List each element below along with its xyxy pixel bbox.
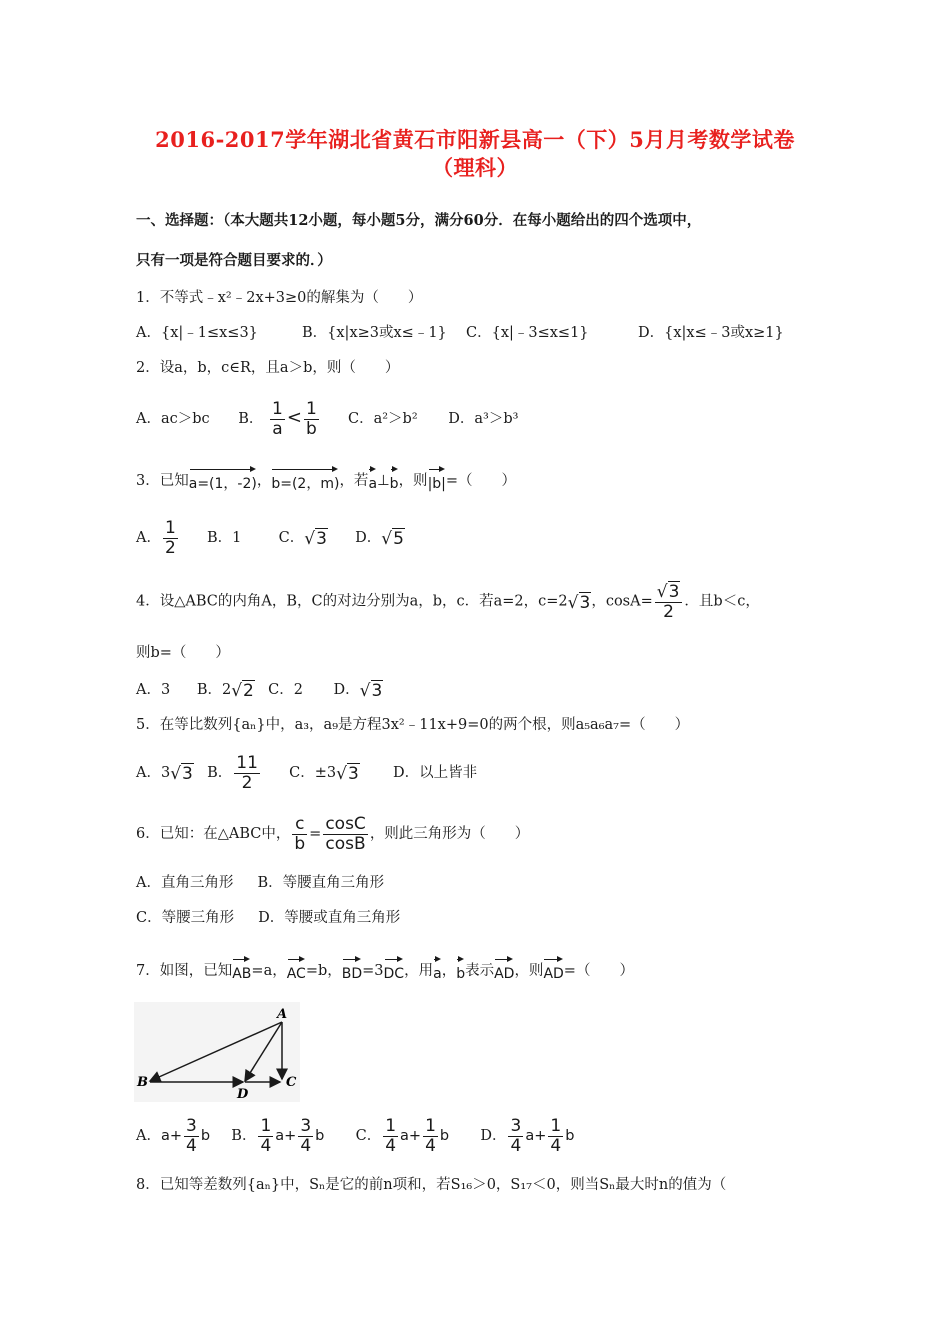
q6-options-row2: C．等腰三角形 D．等腰或直角三角形 xyxy=(136,910,401,926)
vector-b-def: b=(2，m) xyxy=(271,468,339,494)
q1-option-c: C．{x|﹣3≤x≤1} xyxy=(466,325,589,341)
q8-stem: 8．已知等差数列{aₙ}中，Sₙ是它的前n项和，若S₁₆＞0，S₁₇＜0，则当Sₙ最大时n的值为（ xyxy=(136,1177,727,1193)
q5-frac: $\frac{11}{2}$ xyxy=(236,752,258,793)
label-A: A xyxy=(277,1007,288,1022)
q2-frac-1b: $\frac{1}{b}$ xyxy=(305,398,317,439)
q7-c-frac1: $\frac{1}{4}$ xyxy=(385,1115,397,1156)
vector-BD: BD xyxy=(342,958,362,984)
q3-frac-half: $\frac{1}{2}$ xyxy=(164,517,176,558)
q1-stem: 1．不等式﹣x²﹣2x+3≥0的解集为（ ） xyxy=(136,290,423,306)
sqrt-symbol: √3 xyxy=(336,764,359,784)
vector-b: b xyxy=(456,958,465,984)
sqrt-symbol: √2 xyxy=(231,681,254,701)
q1-option-b: B．{x|x≥3或x≤﹣1} xyxy=(302,325,447,341)
q2-option-c: C．a²＞b² xyxy=(347,411,418,427)
q2-frac-1a: $\frac{1}{a}$ xyxy=(272,398,283,439)
exam-title: 2016-2017学年湖北省黄石市阳新县高一（下）5月月考数学试卷 xyxy=(155,127,795,152)
q7-a-frac: $\frac{3}{4}$ xyxy=(186,1115,197,1156)
label-C: C xyxy=(286,1075,297,1090)
q5-options: A．3√3 B． $\frac{11}{2}$ C．±3√3 D．以上皆非 xyxy=(136,751,477,796)
q3-options: A． $\frac{1}{2}$ B．1 C．√3 D．√5 xyxy=(136,516,405,561)
sqrt-symbol: √3 xyxy=(304,529,327,549)
q5-stem: 5．在等比数列{aₙ}中，a₃，a₉是方程3x²﹣11x+9=0的两个根，则a₅a₆a₇=（ ） xyxy=(136,717,690,733)
q7-d-frac2: $\frac{1}{4}$ xyxy=(550,1115,562,1156)
exam-subtitle: （理科） xyxy=(432,155,518,180)
sqrt-symbol: √3 xyxy=(359,681,383,701)
q6-frac-cos: $\frac{\cos C}{\cos B}$ xyxy=(325,813,366,854)
label-B: B xyxy=(137,1075,148,1090)
section-heading-cont: 只有一项是符合题目要求的．） xyxy=(136,252,332,269)
q6-frac-cb: $\frac{c}{b}$ xyxy=(294,813,306,854)
sqrt-symbol: √5 xyxy=(381,529,404,549)
q7-options: A．a+ $\frac{3}{4}$ b B． $\frac{1}{4}$ a+ $\frac{3}{4}$ b C． $\frac{1}{4}$ a+ $\frac{1}{4}$ b D． $\frac{3}{4}$ a+ $\frac{1}{4}$ b xyxy=(136,1115,575,1156)
vector-a: a xyxy=(368,468,377,494)
q7-stem: 7．如图，已知AB=a，AC=b，BD=3DC，用a，b表示AD，则AD=（ ） xyxy=(136,958,634,984)
q2-options: A．ac＞bc B． $\frac{1}{a}$ < $\frac{1}{b}$ C．a²＞b² D．a³＞b³ xyxy=(136,398,519,439)
triangle-figure xyxy=(134,1002,300,1102)
vector-AC: AC xyxy=(287,958,306,984)
section-heading: 一、选择题：（本大题共12小题，每小题5分，满分60分．在每小题给出的四个选项中， xyxy=(136,212,702,229)
q2-option-d: D．a³＞b³ xyxy=(448,411,519,427)
vector-b: b xyxy=(390,468,399,494)
q2-stem: 2．设a，b，c∈R，且a＞b，则（ ） xyxy=(136,360,400,376)
sqrt-symbol: √3 xyxy=(170,764,193,784)
vector-a-def: a=(1，-2) xyxy=(189,468,257,494)
q2-option-a: A．ac＞bc xyxy=(136,411,210,427)
q4-stem-cont: 则b=（ ） xyxy=(136,645,230,661)
vector-AD: AD xyxy=(494,958,514,984)
vector-DC: DC xyxy=(384,958,405,984)
q4-cos-frac: $\frac{√3}{2}$ xyxy=(655,581,683,622)
q6-stem: 6．已知：在△ABC中， $\frac{c}{b}$ = $\frac{\cos C}{\cos B}$ ，则此三角形为（ ） xyxy=(136,813,530,854)
q3-option-b: B．1 xyxy=(207,530,242,546)
q7-d-frac1: $\frac{3}{4}$ xyxy=(510,1115,522,1156)
vector-a: a xyxy=(433,958,442,984)
vector-AD: AD xyxy=(543,958,563,984)
q7-c-frac2: $\frac{1}{4}$ xyxy=(425,1115,436,1156)
q4-options: A．3 B．2√2 C．2 D．√3 xyxy=(136,681,383,701)
q3-stem: 3．已知a=(1，-2)，b=(2，m)，若a⊥b，则|b|=（ ） xyxy=(136,468,516,494)
q2-option-b-label: B． xyxy=(238,411,264,427)
q7-b-frac1: $\frac{1}{4}$ xyxy=(260,1115,272,1156)
sqrt-symbol: √3 xyxy=(567,592,591,613)
q1-option-a: A．{x|﹣1≤x≤3} xyxy=(136,325,258,341)
label-D: D xyxy=(237,1087,249,1102)
q4-stem: 4．设△ABC的内角A，B，C的对边分别为a，b，c．若a=2，c=2√3，cosA= $\frac{√3}{2}$ ．且b＜c， xyxy=(136,582,760,622)
q1-option-d: D．{x|x≤﹣3或x≥1} xyxy=(638,325,784,341)
vector-AB: AB xyxy=(232,958,251,984)
vector-b-abs: |b| xyxy=(428,468,446,494)
q6-options-row1: A．直角三角形 B．等腰直角三角形 xyxy=(136,875,385,891)
q7-b-frac2: $\frac{3}{4}$ xyxy=(300,1115,312,1156)
